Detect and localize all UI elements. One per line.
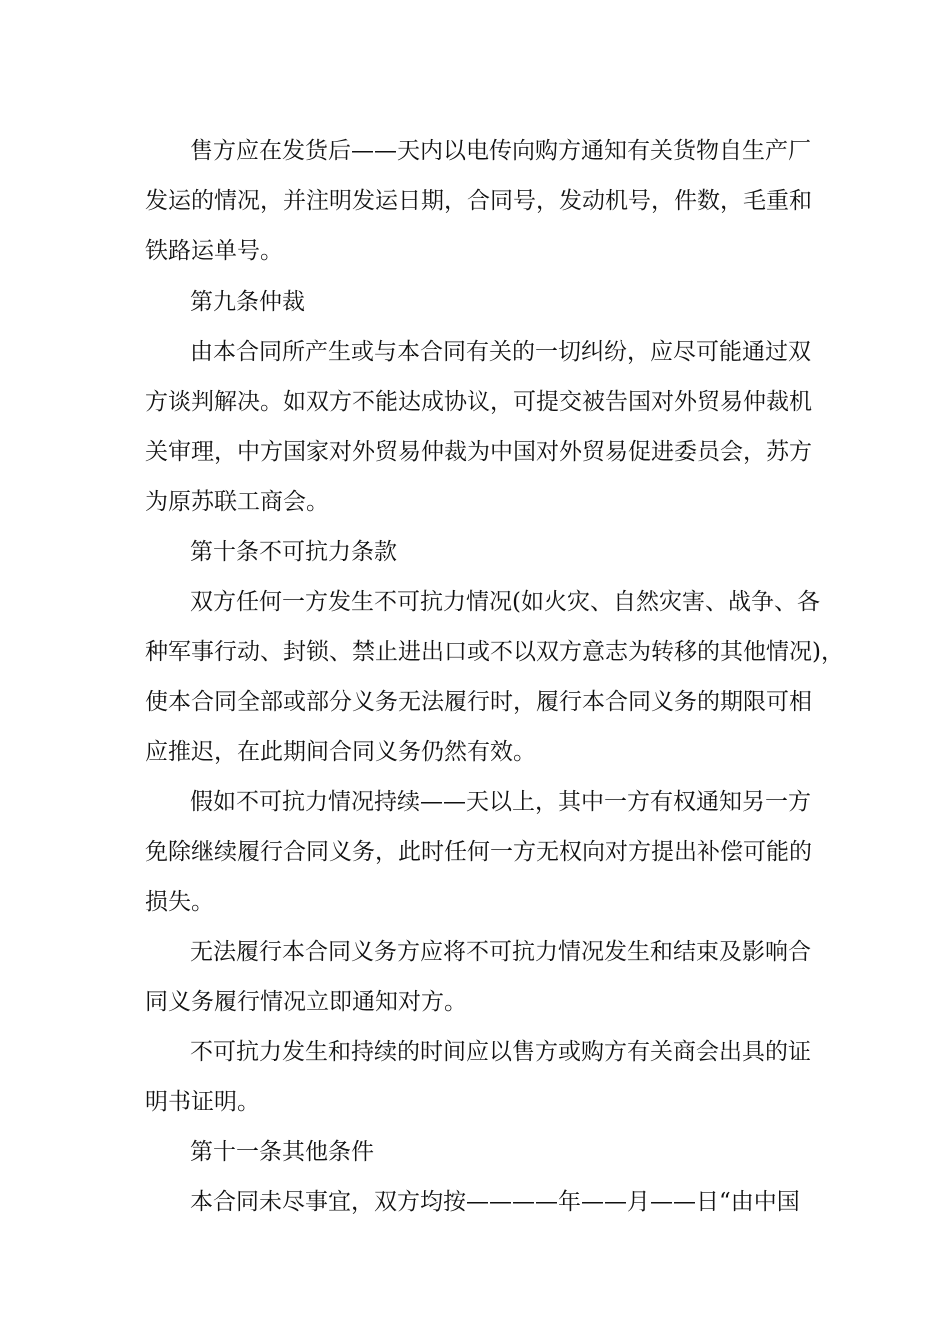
section-heading: 第九条仲裁	[190, 289, 305, 315]
text-line: 种军事行动、封锁、禁止进出口或不以双方意志为转移的其他情况)，	[145, 639, 844, 665]
text-line: 应推迟，在此期间合同义务仍然有效。	[145, 739, 536, 765]
text-line: 方谈判解决。如双方不能达成协议，可提交被告国对外贸易仲裁机	[145, 389, 812, 415]
text-line: 不可抗力发生和持续的时间应以售方或购方有关商会出具的证	[190, 1039, 811, 1065]
section-heading: 第十一条其他条件	[190, 1139, 374, 1165]
text-line: 本合同未尽事宜，双方均按————年——月——日“由中国	[190, 1189, 800, 1215]
text-line: 明书证明。	[145, 1089, 260, 1115]
text-line: 假如不可抗力情况持续——天以上，其中一方有权通知另一方	[190, 789, 811, 815]
text-line: 无法履行本合同义务方应将不可抗力情况发生和结束及影响合	[190, 939, 811, 965]
text-line: 同义务履行情况立即通知对方。	[145, 989, 467, 1015]
text-line: 关审理，中方国家对外贸易仲裁为中国对外贸易促进委员会，苏方	[145, 439, 812, 465]
text-line: 损失。	[145, 889, 214, 915]
text-line: 铁路运单号。	[145, 238, 283, 264]
section-heading: 第十条不可抗力条款	[190, 539, 397, 565]
text-line: 免除继续履行合同义务，此时任何一方无权向对方提出补偿可能的	[145, 839, 812, 865]
text-line: 发运的情况，并注明发运日期，合同号，发动机号，件数，毛重和	[145, 188, 812, 214]
text-line: 使本合同全部或部分义务无法履行时，履行本合同义务的期限可相	[145, 689, 812, 715]
text-line: 双方任何一方发生不可抗力情况(如火灾、自然灾害、战争、各	[190, 589, 820, 615]
text-line: 由本合同所产生或与本合同有关的一切纠纷，应尽可能通过双	[190, 339, 811, 365]
text-line: 为原苏联工商会。	[145, 489, 329, 515]
text-line: 售方应在发货后——天内以电传向购方通知有关货物自生产厂	[190, 138, 811, 164]
